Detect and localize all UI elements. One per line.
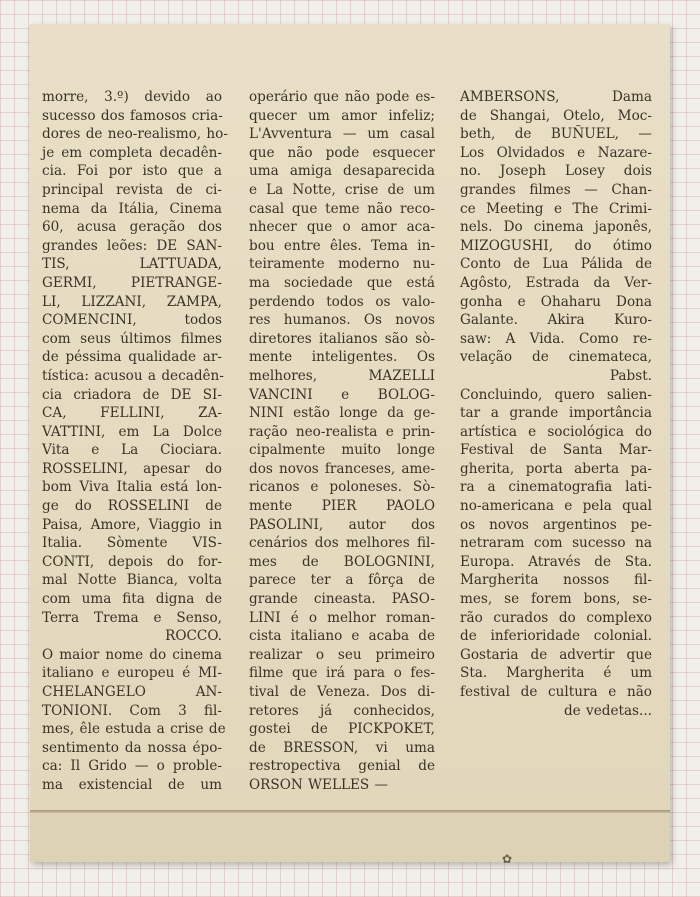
- text-line: no-americana e pela qual: [460, 498, 652, 515]
- text-line: grande cineasta. PASO-: [249, 591, 435, 608]
- text-line: AMBERSONS, Dama: [460, 89, 652, 105]
- text-line: sentimento da nossa épo-: [42, 739, 222, 756]
- text-line: TIS, LATTUADA,: [42, 256, 222, 273]
- text-line: festival de cultura e não: [460, 684, 652, 700]
- text-line: com uma fita digna de: [42, 591, 222, 608]
- text-line: res humanos. Os novos: [249, 312, 435, 329]
- text-column-1: [42, 88, 228, 795]
- text-line: je em completa decadên-: [42, 144, 222, 161]
- text-line: mes de BOLOGNINI,: [249, 553, 435, 570]
- text-line: COMENCINI, todos: [42, 312, 222, 329]
- text-line: ma sociedade que está: [249, 274, 435, 291]
- text-line: cia criadora de DE SI-: [42, 386, 222, 403]
- text-line: Gostaria de advertir que: [460, 646, 652, 663]
- text-line: diretores italianos são sò-: [249, 330, 435, 347]
- text-line: gonha e Ohaharu Dona: [460, 293, 652, 310]
- text-line: nels. Do cinema japonês,: [460, 219, 652, 236]
- text-line: filme que irá para o fes-: [249, 665, 435, 682]
- text-line: morre, 3.º) devido ao: [42, 89, 222, 105]
- text-line: Vita e La Ciociara.: [42, 442, 222, 459]
- text-line: CHELANGELO AN-: [42, 684, 222, 700]
- text-line: Italia. Sòmente VIS-: [42, 535, 222, 552]
- text-line: Galante. Akira Kuro-: [460, 312, 652, 329]
- text-line: PASOLINI, autor dos: [249, 516, 435, 533]
- text-line: grandes filmes — Chan-: [460, 181, 652, 198]
- text-line: parece ter a fôrça de: [249, 572, 435, 589]
- text-line: ge do ROSSELINI de: [42, 498, 222, 515]
- text-line: Europa. Através de Sta.: [460, 553, 652, 570]
- text-line: no. Joseph Losey dois: [460, 163, 652, 180]
- text-line: cipalmente muito longe: [249, 442, 435, 459]
- text-line: mes, se forem bons, se-: [460, 591, 652, 608]
- text-line: CONTI, depois do for-: [42, 553, 222, 570]
- text-line: teiramente moderno nu-: [249, 256, 435, 273]
- text-line: ra a cinematografia lati-: [460, 479, 652, 496]
- text-line: tival de Veneza. Dos di-: [249, 684, 435, 700]
- text-line: uma amiga desaparecida: [249, 163, 435, 180]
- text-line: cista italiano e acaba de: [249, 628, 435, 645]
- text-line: rão curados do complexo: [460, 609, 652, 626]
- text-line: ração neo-realista e prin-: [249, 423, 435, 440]
- text-line: quecer um amor infeliz;: [249, 107, 435, 124]
- text-line: casal que teme não reco-: [249, 200, 435, 217]
- text-line: de inferioridade colonial.: [460, 628, 652, 645]
- text-line: gostei de PICKPOKET,: [249, 721, 435, 738]
- text-line: nhecer que o amor aca-: [249, 219, 435, 236]
- text-line: ROSSELINI, apesar do: [42, 460, 222, 477]
- text-line: cenários dos melhores fil-: [249, 535, 435, 552]
- text-line: Agôsto, Estrada da Ver-: [460, 274, 652, 291]
- text-line: principal revista de ci-: [42, 181, 222, 198]
- text-column-2: [249, 88, 435, 795]
- text-line: gherita, porta aberta pa-: [460, 460, 652, 477]
- text-line: Conto de Lua Pálida de: [460, 256, 652, 273]
- text-line: beth, de BUÑUEL, —: [460, 126, 652, 143]
- paper-folded-strip: [30, 813, 670, 862]
- ornament-glyph: ✿: [502, 852, 513, 866]
- text-line: e La Notte, crise de um: [249, 181, 435, 198]
- text-line: tística: acusou a decadên-: [42, 367, 224, 384]
- text-line: de BRESSON, vi uma: [249, 739, 435, 756]
- text-line: NINI estão longe da ge-: [249, 405, 435, 422]
- text-line: LINI é o melhor roman-: [249, 609, 435, 626]
- text-line: mente inteligentes. Os: [249, 349, 435, 366]
- text-line: melhores, MAZELLI: [249, 367, 435, 384]
- text-line: CA, FELLINI, ZA-: [42, 405, 222, 422]
- text-line: ma existencial de um: [42, 776, 222, 793]
- text-line: saw: A Vida. Como re-: [460, 330, 652, 347]
- text-line: Festival de Santa Mar-: [460, 442, 652, 459]
- text-line: ce Meeting e The Crimi-: [460, 200, 652, 217]
- text-line: que não pode esquecer: [249, 144, 435, 161]
- text-line: italiano e europeu é MI-: [42, 665, 222, 682]
- text-line: Concluindo, quero salien-: [460, 386, 652, 403]
- text-line: Terra Trema e Senso,: [42, 609, 222, 626]
- text-line: grandes leões: DE SAN-: [42, 237, 222, 254]
- text-line: ORSON WELLES —: [249, 776, 389, 793]
- text-line: mente PIER PAOLO: [249, 498, 435, 515]
- text-line: Paisa, Amore, Viaggio in: [42, 516, 222, 533]
- text-line: velação de cinemateca,: [460, 349, 652, 366]
- text-line: com seus últimos filmes: [42, 330, 222, 347]
- text-line: VANCINI e BOLOG-: [249, 386, 435, 403]
- text-line: GERMI, PIETRANGE-: [42, 274, 222, 291]
- text-line: artística e sociológica do: [460, 423, 652, 440]
- text-line: Sta. Margherita é um: [460, 665, 652, 682]
- text-line: Los Olvidados e Nazare-: [460, 144, 652, 161]
- text-line: realizar o seu primeiro: [249, 646, 435, 663]
- text-line: dores de neo-realismo, ho-: [42, 126, 228, 143]
- text-line: ROCCO.: [165, 628, 222, 645]
- text-line: operário que não pode es-: [249, 89, 435, 105]
- text-line: sucesso dos famosos cria-: [42, 107, 223, 124]
- text-line: MIZOGUSHI, do ótimo: [460, 237, 652, 254]
- text-line: de vedetas...: [563, 702, 652, 719]
- text-line: dos novos franceses, ame-: [249, 460, 435, 477]
- text-line: Margherita nossos fil-: [460, 572, 652, 589]
- text-line: mes, êle estuda a crise de: [42, 721, 226, 738]
- text-line: ricanos e poloneses. Sò-: [249, 479, 435, 496]
- text-line: nema da Itália, Cinema: [42, 200, 222, 217]
- text-line: retores já conhecidos,: [249, 702, 435, 719]
- text-line: O maior nome do cinema: [42, 646, 222, 663]
- text-line: netraram com sucesso na: [460, 535, 652, 552]
- text-line: 60, acusa geração dos: [42, 219, 222, 236]
- text-line: bom Viva Italia está lon-: [42, 479, 222, 496]
- text-line: os novos argentinos pe-: [460, 516, 652, 533]
- text-line: L'Avventura — um casal: [249, 126, 435, 143]
- text-line: ca: Il Grido — o proble-: [42, 758, 222, 775]
- text-line: perdendo todos os valo-: [249, 293, 435, 310]
- text-line: de Shangai, Otelo, Moc-: [460, 107, 652, 124]
- text-line: Pabst.: [609, 367, 652, 384]
- text-line: bou entre êles. Tema in-: [249, 237, 435, 254]
- text-line: mal Notte Bianca, volta: [42, 572, 222, 589]
- text-line: VATTINI, em La Dolce: [42, 423, 222, 440]
- text-line: de péssima qualidade ar-: [42, 349, 222, 366]
- text-line: LI, LIZZANI, ZAMPA,: [42, 293, 222, 310]
- text-line: restropectiva genial de: [249, 758, 435, 775]
- text-line: TONIONI. Com 3 fil-: [42, 702, 222, 719]
- text-column-3: [460, 88, 652, 720]
- text-line: tar a grande importância: [460, 405, 652, 422]
- text-line: cia. Foi por isto que a: [42, 163, 222, 180]
